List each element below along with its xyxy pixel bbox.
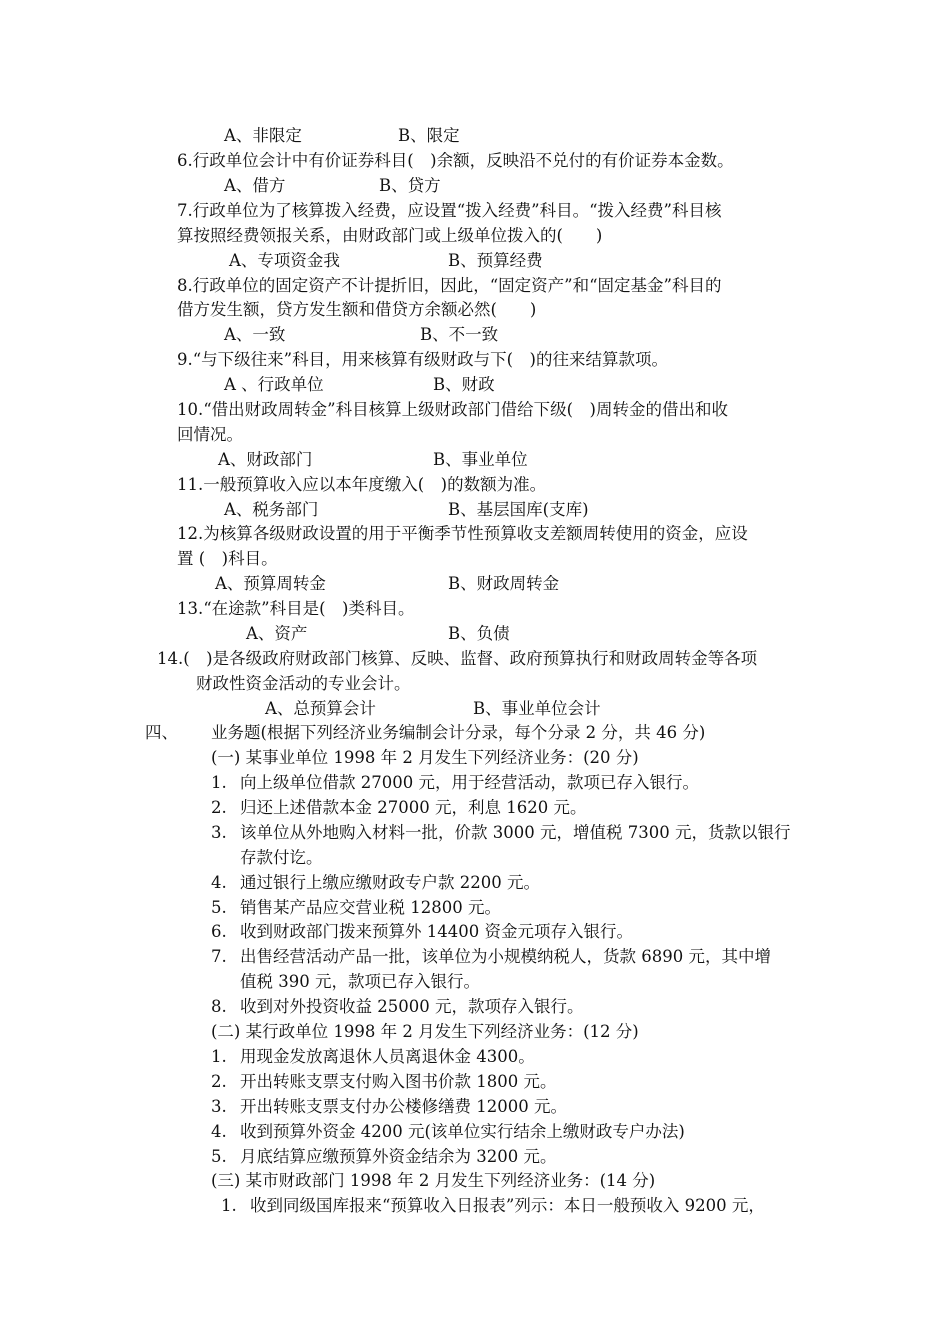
- part1-item-text: 收到财政部门拨来预算外 14400 资金元项存入银行。: [240, 922, 633, 941]
- part1-item-number: 3.: [211, 823, 227, 842]
- q12-text-line1: 12.为核算各级财政设置的用于平衡季节性预算收支差额周转使用的资金，应设: [177, 524, 748, 543]
- q7-option-b: B、预算经费: [448, 251, 543, 270]
- part1-item-number: 2.: [211, 798, 227, 817]
- q5-option-a: A、非限定: [224, 126, 302, 145]
- part1-item-text: 出售经营活动产品一批，该单位为小规模纳税人，货款 6890 元，其中增: [240, 947, 771, 966]
- q5-option-b: B、限定: [398, 126, 460, 145]
- part1-item-text: 销售某产品应交营业税 12800 元。: [240, 898, 501, 917]
- part1-item-number: 7.: [211, 947, 227, 966]
- q11-option-a: A、税务部门: [224, 500, 319, 519]
- q13-option-a: A、资产: [246, 624, 308, 643]
- q7-text-line2: 算按照经费领报关系，由财政部门或上级单位拨入的( ): [177, 226, 603, 245]
- q8-option-a: A、一致: [224, 325, 286, 344]
- q7-option-a: A、专项资金我: [229, 251, 340, 270]
- q13-option-b: B、负债: [448, 624, 510, 643]
- part1-item-text: 向上级单位借款 27000 元，用于经营活动，款项已存入银行。: [240, 773, 699, 792]
- section-title: 业务题(根据下列经济业务编制会计分录，每个分录 2 分，共 46 分): [211, 723, 706, 742]
- q8-text-line1: 8.行政单位的固定资产不计提折旧，因此，“固定资产”和“固定基金”科目的: [177, 276, 722, 295]
- q9-option-a: A 、行政单位: [224, 375, 324, 394]
- part2-item-number: 5.: [211, 1147, 227, 1166]
- q10-option-a: A、财政部门: [218, 450, 313, 469]
- q10-option-b: B、事业单位: [433, 450, 528, 469]
- q14-option-a: A、总预算会计: [265, 699, 376, 718]
- part1-item-number: 6.: [211, 922, 227, 941]
- part1-item-number: 5.: [211, 898, 227, 917]
- part2-item-text: 收到预算外资金 4200 元(该单位实行结余上缴财政专户办法): [240, 1122, 685, 1141]
- q8-option-b: B、不一致: [420, 325, 499, 344]
- q7-text-line1: 7.行政单位为了核算拨入经费，应设置“拨入经费”科目。“拨入经费”科目核: [177, 201, 722, 220]
- part1-item-number: 4.: [211, 873, 227, 892]
- section-number: 四、: [145, 723, 178, 742]
- part2-item-text: 开出转账支票支付办公楼修缮费 12000 元。: [240, 1097, 567, 1116]
- q9-text: 9.“与下级往来”科目，用来核算有级财政与下( )的往来结算款项。: [177, 350, 668, 369]
- q11-option-b: B、基层国库(支库): [448, 500, 589, 519]
- part1-item-text-cont: 存款付讫。: [240, 848, 323, 867]
- q8-text-line2: 借方发生额，贷方发生额和借贷方余额必然( ): [177, 300, 537, 319]
- q13-text: 13.“在途款”科目是( )类科目。: [177, 599, 415, 618]
- part3-item-text: 收到同级国库报来“预算收入日报表”列示：本日一般预收入 9200 元，: [250, 1196, 765, 1215]
- q12-option-b: B、财政周转金: [448, 574, 560, 593]
- part1-item-text-cont: 值税 390 元，款项已存入银行。: [240, 972, 480, 991]
- part1-item-number: 1.: [211, 773, 227, 792]
- part2-item-text: 用现金发放离退休人员离退休金 4300。: [240, 1047, 535, 1066]
- q14-text-line1: 14.( )是各级政府财政部门核算、反映、监督、政府预算执行和财政周转金等各项: [157, 649, 758, 668]
- q11-text: 11.一般预算收入应以本年度缴入( )的数额为准。: [177, 475, 547, 494]
- q12-option-a: A、预算周转金: [215, 574, 326, 593]
- part2-item-number: 3.: [211, 1097, 227, 1116]
- part2-heading: (二) 某行政单位 1998 年 2 月发生下列经济业务：(12 分): [211, 1022, 639, 1041]
- part2-item-number: 1.: [211, 1047, 227, 1066]
- part1-item-text: 收到对外投资收益 25000 元，款项存入银行。: [240, 997, 584, 1016]
- q6-option-b: B、贷方: [379, 176, 441, 195]
- q14-option-b: B、事业单位会计: [473, 699, 601, 718]
- q6-option-a: A、借方: [224, 176, 286, 195]
- part2-item-number: 4.: [211, 1122, 227, 1141]
- part1-heading: (一) 某事业单位 1998 年 2 月发生下列经济业务：(20 分): [211, 748, 639, 767]
- part2-item-number: 2.: [211, 1072, 227, 1091]
- part2-item-text: 开出转账支票支付购入图书价款 1800 元。: [240, 1072, 557, 1091]
- q10-text-line1: 10.“借出财政周转金”科目核算上级财政部门借给下级( )周转金的借出和收: [177, 400, 728, 419]
- part3-item-number: 1.: [221, 1196, 237, 1215]
- q6-text: 6.行政单位会计中有价证券科目( )余额，反映沿不兑付的有价证券本金数。: [177, 151, 734, 170]
- q14-text-line2: 财政性资金活动的专业会计。: [196, 674, 411, 693]
- part2-item-text: 月底结算应缴预算外资金结余为 3200 元。: [240, 1147, 557, 1166]
- part1-item-text: 归还上述借款本金 27000 元，利息 1620 元。: [240, 798, 587, 817]
- part1-item-number: 8.: [211, 997, 227, 1016]
- part1-item-text: 该单位从外地购入材料一批，价款 3000 元，增值税 7300 元，货款以银行: [240, 823, 791, 842]
- part3-heading: (三) 某市财政部门 1998 年 2 月发生下列经济业务：(14 分): [211, 1171, 656, 1190]
- part1-item-text: 通过银行上缴应缴财政专户款 2200 元。: [240, 873, 540, 892]
- q10-text-line2: 回情况。: [177, 425, 243, 444]
- q12-text-line2: 置 ( )科目。: [177, 549, 278, 568]
- q9-option-b: B、财政: [433, 375, 495, 394]
